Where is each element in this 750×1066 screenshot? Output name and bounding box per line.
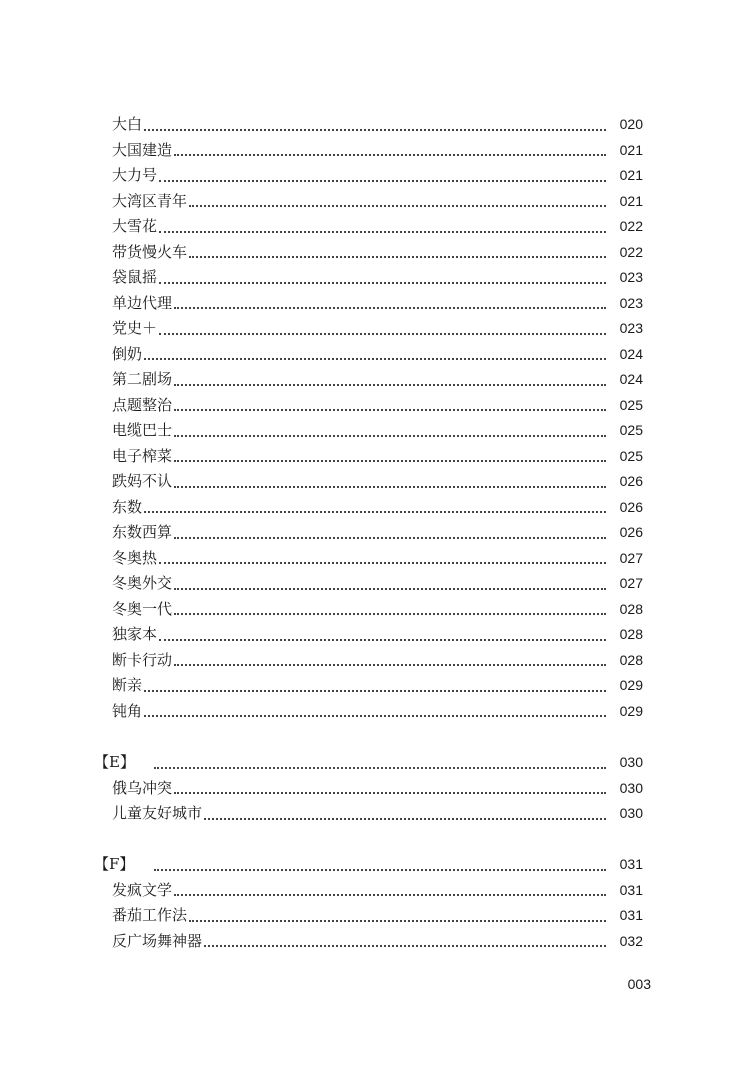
dot-leader <box>174 153 606 156</box>
page-number-footer: 003 <box>627 976 651 992</box>
entry-page: 028 <box>619 626 643 642</box>
entry-title: 番茄工作法 <box>112 906 188 924</box>
entry-title: 钝角 <box>112 701 143 720</box>
toc-entry <box>112 291 643 317</box>
toc-entry <box>112 367 643 393</box>
entry-title: 冬奥外交 <box>112 574 173 592</box>
toc-entry <box>112 469 643 495</box>
entry-page: 025 <box>619 447 643 464</box>
dot-leader <box>144 357 606 360</box>
entry-title: 大雪花 <box>112 217 158 235</box>
entry-title: 发疯文学 <box>112 880 173 899</box>
toc-section-f <box>94 852 643 954</box>
dot-leader <box>174 459 606 462</box>
toc-entry <box>112 903 643 929</box>
toc-entry <box>112 520 643 546</box>
entry-title: 倒奶 <box>112 344 143 363</box>
entry-page: 020 <box>619 116 643 132</box>
entry-page: 030 <box>619 805 643 821</box>
entry-page: 022 <box>619 218 643 234</box>
dot-leader <box>174 536 606 539</box>
dot-leader <box>174 791 606 794</box>
section-page: 031 <box>619 856 643 872</box>
dot-leader <box>159 230 606 233</box>
entry-title: 断亲 <box>112 676 143 694</box>
entry-title: 东数西算 <box>112 523 173 541</box>
toc-entry <box>112 699 643 725</box>
dot-leader <box>144 689 606 692</box>
entry-page: 026 <box>619 524 643 540</box>
dot-leader <box>154 766 606 769</box>
entry-title: 断卡行动 <box>112 650 173 669</box>
entry-page: 024 <box>619 371 643 387</box>
entry-title: 独家本 <box>112 625 158 643</box>
dot-leader <box>204 944 606 947</box>
entry-page: 026 <box>619 473 643 489</box>
toc-entry <box>112 776 643 802</box>
dot-leader <box>159 638 606 641</box>
toc-entry <box>112 316 643 342</box>
toc-entry <box>112 673 643 699</box>
entry-page: 029 <box>619 677 643 693</box>
dot-leader <box>144 128 606 131</box>
dot-leader <box>189 919 606 922</box>
toc-entry <box>112 648 643 674</box>
toc-list-d <box>112 112 643 724</box>
toc-entry <box>112 163 643 189</box>
entry-page: 021 <box>619 141 643 158</box>
entry-page: 021 <box>619 192 643 209</box>
toc-entry <box>112 112 643 138</box>
entry-page: 023 <box>619 294 643 311</box>
entry-title: 电缆巴士 <box>112 421 173 439</box>
toc-entry <box>112 214 643 240</box>
entry-page: 026 <box>619 498 643 515</box>
entry-page: 028 <box>619 651 643 668</box>
toc-entry <box>112 597 643 623</box>
entry-title: 跌妈不认 <box>112 472 173 490</box>
entry-page: 028 <box>619 600 643 617</box>
dot-leader <box>174 485 606 488</box>
dot-leader <box>154 868 606 871</box>
entry-title: 冬奥一代 <box>112 599 173 618</box>
section-heading-f <box>94 852 643 878</box>
entry-page: 027 <box>619 575 643 591</box>
toc-entry <box>112 418 643 444</box>
entry-page: 025 <box>619 422 643 438</box>
toc-section-e <box>94 750 643 827</box>
entry-page: 022 <box>619 243 643 260</box>
entry-page: 025 <box>619 396 643 413</box>
toc-entry <box>112 878 643 904</box>
entry-title: 大力号 <box>112 166 158 184</box>
entry-title: 电子榨菜 <box>112 446 173 465</box>
entry-title: 带货慢火车 <box>112 242 188 261</box>
entry-title: 大湾区青年 <box>112 191 188 210</box>
dot-leader <box>144 714 606 717</box>
dot-leader <box>174 587 606 590</box>
entry-title: 单边代理 <box>112 293 173 312</box>
entry-title: 儿童友好城市 <box>112 804 203 822</box>
dot-leader <box>174 663 606 666</box>
entry-page: 024 <box>619 345 643 362</box>
entry-page: 031 <box>619 881 643 898</box>
entry-title: 袋鼠摇 <box>112 268 158 286</box>
toc-entry <box>112 342 643 368</box>
toc-entry <box>112 571 643 597</box>
dot-leader <box>204 817 606 820</box>
dot-leader <box>159 332 606 335</box>
toc-entry <box>112 929 643 955</box>
entry-page: 031 <box>619 907 643 923</box>
toc-entry <box>112 801 643 827</box>
dot-leader <box>189 255 606 258</box>
entry-title: 东数 <box>112 497 143 516</box>
dot-leader <box>174 306 606 309</box>
toc-entry <box>112 138 643 164</box>
dot-leader <box>189 204 606 207</box>
entry-page: 021 <box>619 167 643 183</box>
entry-page: 032 <box>619 932 643 949</box>
section-page: 030 <box>619 754 643 770</box>
entry-title: 冬奥热 <box>112 548 158 567</box>
section-label: 【E】 <box>94 753 135 771</box>
entry-page: 023 <box>619 269 643 285</box>
dot-leader <box>174 612 606 615</box>
dot-leader <box>159 561 606 564</box>
dot-leader <box>159 179 606 182</box>
dot-leader <box>174 383 606 386</box>
entry-page: 027 <box>619 549 643 566</box>
dot-leader <box>174 434 606 437</box>
toc-entry <box>112 495 643 521</box>
entry-title: 党史＋ <box>112 319 158 337</box>
entry-title: 反广场舞神器 <box>112 931 203 950</box>
dot-leader <box>159 281 606 284</box>
entry-title: 大国建造 <box>112 140 173 159</box>
toc-entry <box>112 546 643 572</box>
entry-title: 大白 <box>112 115 143 133</box>
section-label: 【F】 <box>94 855 135 873</box>
entry-page: 023 <box>619 320 643 336</box>
dot-leader <box>174 893 606 896</box>
toc-entry <box>112 444 643 470</box>
entry-title: 俄乌冲突 <box>112 778 173 797</box>
toc-entry <box>112 622 643 648</box>
entry-title: 第二剧场 <box>112 370 173 388</box>
dot-leader <box>144 510 606 513</box>
toc-entry <box>112 265 643 291</box>
toc-entry <box>112 240 643 266</box>
section-heading-e <box>94 750 643 776</box>
toc-entry <box>112 189 643 215</box>
entry-title: 点题整治 <box>112 395 173 414</box>
entry-page: 029 <box>619 702 643 719</box>
entry-page: 030 <box>619 779 643 796</box>
dot-leader <box>174 408 606 411</box>
toc-entry <box>112 393 643 419</box>
